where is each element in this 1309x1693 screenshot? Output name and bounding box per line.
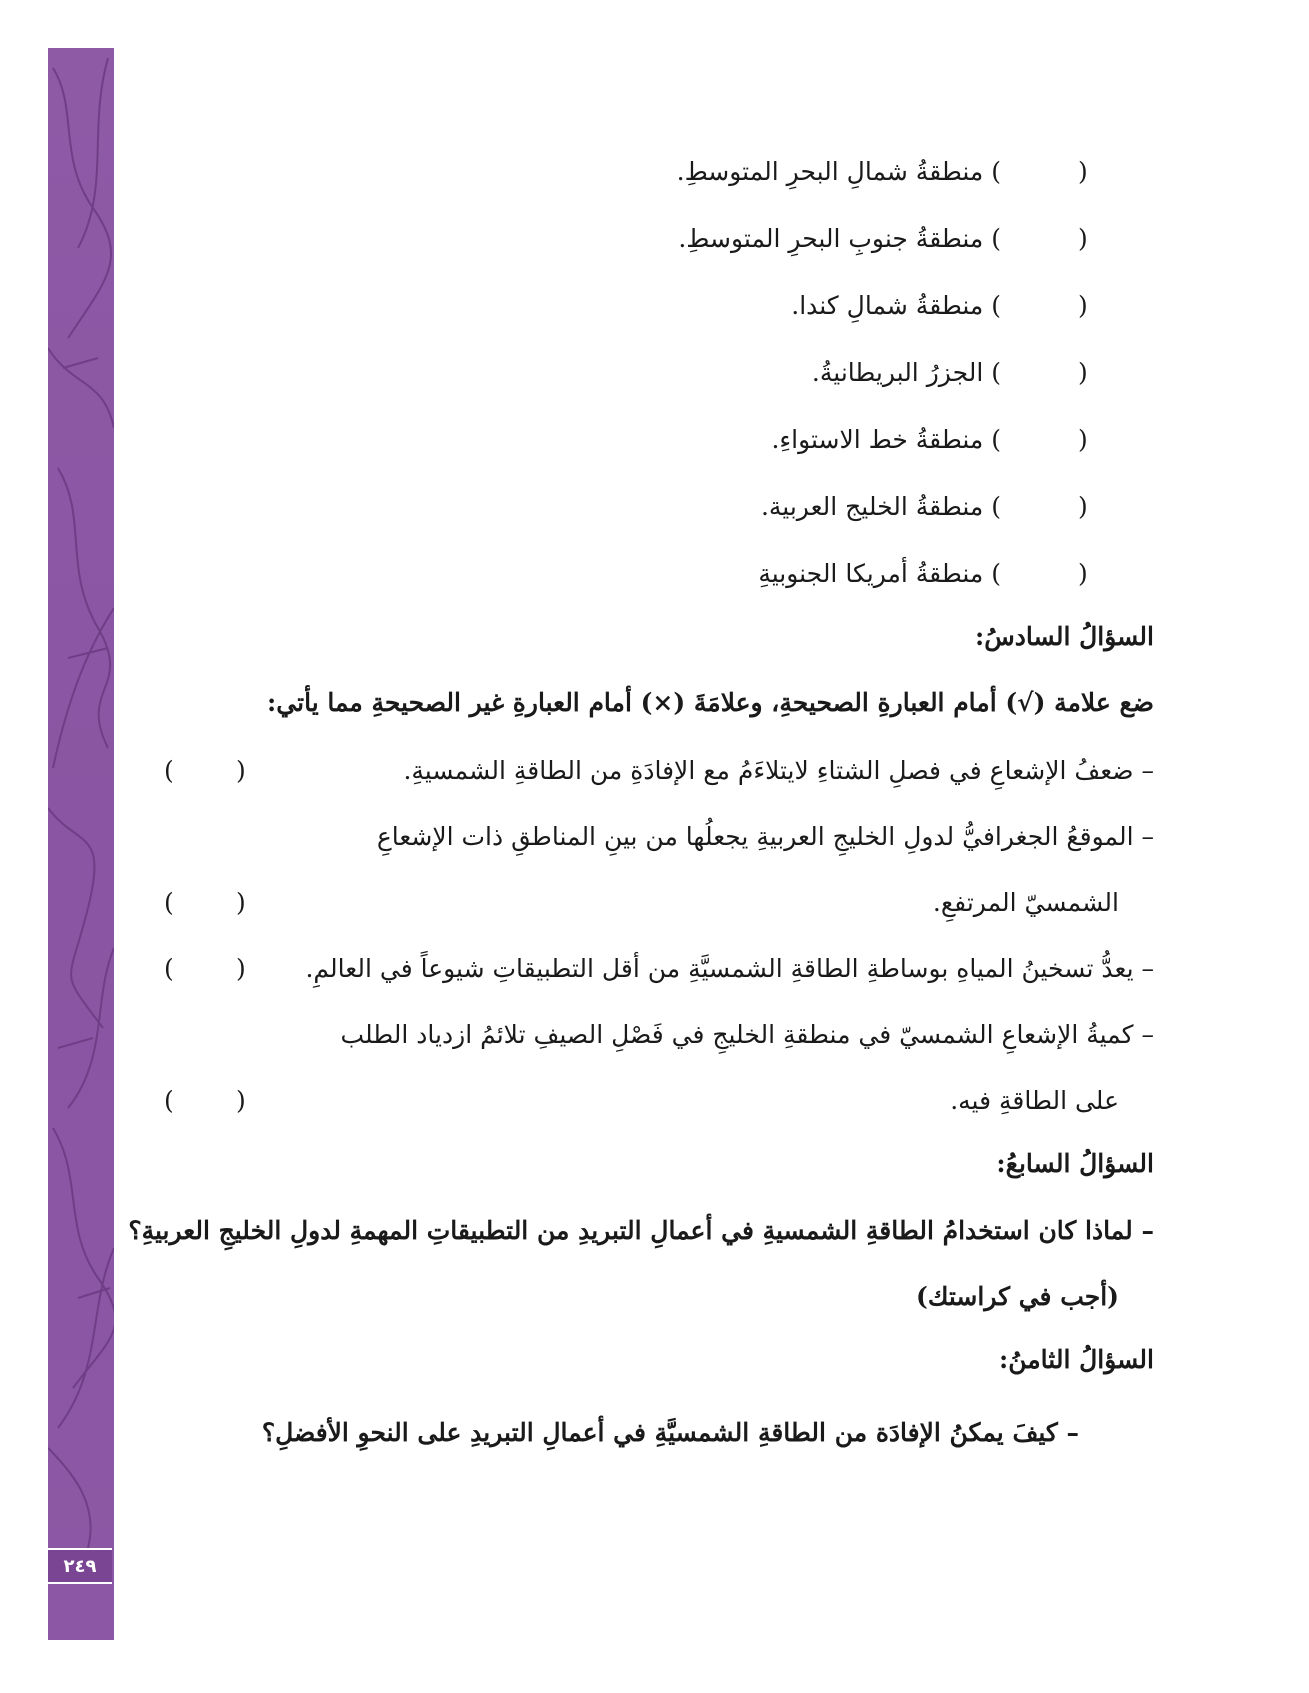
- q7-note: (أجب في كراستك): [915, 1282, 1119, 1311]
- answer-blank-open[interactable]: (: [1078, 358, 1088, 387]
- statement-text: – ضعفُ الإشعاعِ في فصلِ الشتاءِ لايتلاءَمُ مع الإفادَةِ من الطاقةِ الشمسيةِ.: [403, 756, 1154, 785]
- answer-blank-open[interactable]: (: [1078, 559, 1088, 588]
- statement-text: الشمسيّ المرتفعِ.: [932, 888, 1119, 917]
- answer-blank-open[interactable]: (: [1078, 492, 1088, 521]
- statement-text: – كميةُ الإشعاعِ الشمسيّ في منطقةِ الخليجِ في فَصْلِ الصيفِ تلائمُ ازدياد الطلب: [340, 1020, 1154, 1049]
- option-text: منطقةُ الخليج العربية.: [760, 492, 984, 521]
- answer-blank-open[interactable]: (: [1078, 224, 1088, 253]
- answer-blank-open[interactable]: (: [1078, 425, 1088, 454]
- q7-title: السؤالُ السابعُ:: [996, 1149, 1154, 1178]
- answer-blank-open[interactable]: (: [1078, 157, 1088, 186]
- statement-text: – الموقعُ الجغرافيُّ لدولِ الخليجِ العربيةِ يجعلُها من بينِ المناطقِ ذات الإشعاعِ: [376, 822, 1154, 851]
- q6-instruction: ضع علامة (√) أمام العبارةِ الصحيحةِ، وعلامَةَ (×) أمام العبارةِ غير الصحيحةِ مما يأتي:: [267, 688, 1154, 717]
- statement-text: على الطاقةِ فيه.: [950, 1086, 1119, 1115]
- page-number: ٢٤٩: [48, 1548, 112, 1584]
- page-content: ( ) منطقةُ شمالِ البحرِ المتوسطِ. ( ) منطقةُ جنوبِ البحرِ المتوسطِ. ( ) منطقةُ شمالِ كندا. ( ) الجزرُ البريطانيةُ. ( ) منطقةُ خط الاستواءِ. ( ) منطقةُ الخليج العربية. ( ) منطقةُ أمريكا الجنوبيةِ السؤالُ السادسُ: ضع علامة (√) أمام العبارةِ الصحيحةِ، وعلامَةَ (×) أمام العبارةِ غير الصحيحةِ مما يأتي: – ضعفُ الإشعاعِ في فصلِ الشتاءِ لايتلاءَمُ مع الإفادَةِ من الطاقةِ الشمسيةِ. ( ) – الموقعُ الجغرافيُّ لدولِ الخليجِ العربيةِ يجعلُها من بينِ المناطقِ ذات الإشعاعِ الشمسيّ المرتفعِ. ( ) – يعدُّ تسخينُ المياهِ بوساطةِ الطاقةِ الشمسيَّةِ من أقل التطبيقاتِ شيوعاً في العالمِ. ( ) – كميةُ الإشعاعِ الشمسيّ في منطقةِ الخليجِ في فَصْلِ الصيفِ تلائمُ ازدياد الطلب على الطاقةِ فيه. ( ) السؤالُ السابعُ: – لماذا كان استخدامُ الطاقةِ الشمسيةِ في أعمالِ التبريدِ من التطبيقاتِ المهمةِ لدولِ الخليجِ العربيةِ؟ (أجب في كراستك) السؤالُ الثامنُ: – كيفَ يمكنُ الإفادَة من الطاقةِ الشمسيَّةِ في أعمالِ التبريدِ على النحوِ الأفضلِ؟: [0, 0, 1309, 1693]
- q7-question: – لماذا كان استخدامُ الطاقةِ الشمسيةِ في أعمالِ التبريدِ من التطبيقاتِ المهمةِ لدولِ الخليجِ العربيةِ؟: [128, 1216, 1154, 1245]
- q8-question: – كيفَ يمكنُ الإفادَة من الطاقةِ الشمسيَّةِ في أعمالِ التبريدِ على النحوِ الأفضلِ؟: [261, 1418, 1079, 1447]
- statement-text: – يعدُّ تسخينُ المياهِ بوساطةِ الطاقةِ الشمسيَّةِ من أقل التطبيقاتِ شيوعاً في العالمِ.: [305, 954, 1154, 983]
- option-text: منطقةُ شمالِ كندا.: [791, 291, 984, 320]
- option-text: منطقةُ خط الاستواءِ.: [771, 425, 984, 454]
- option-text: الجزرُ البريطانيةُ.: [811, 358, 984, 387]
- option-text: منطقةُ شمالِ البحرِ المتوسطِ.: [676, 157, 984, 186]
- q8-title: السؤالُ الثامنُ:: [999, 1345, 1154, 1374]
- option-text: منطقةُ جنوبِ البحرِ المتوسطِ.: [678, 224, 984, 253]
- answer-blank-open[interactable]: (: [1078, 291, 1088, 320]
- option-text: منطقةُ أمريكا الجنوبيةِ: [758, 559, 984, 588]
- q6-title: السؤالُ السادسُ:: [975, 622, 1154, 651]
